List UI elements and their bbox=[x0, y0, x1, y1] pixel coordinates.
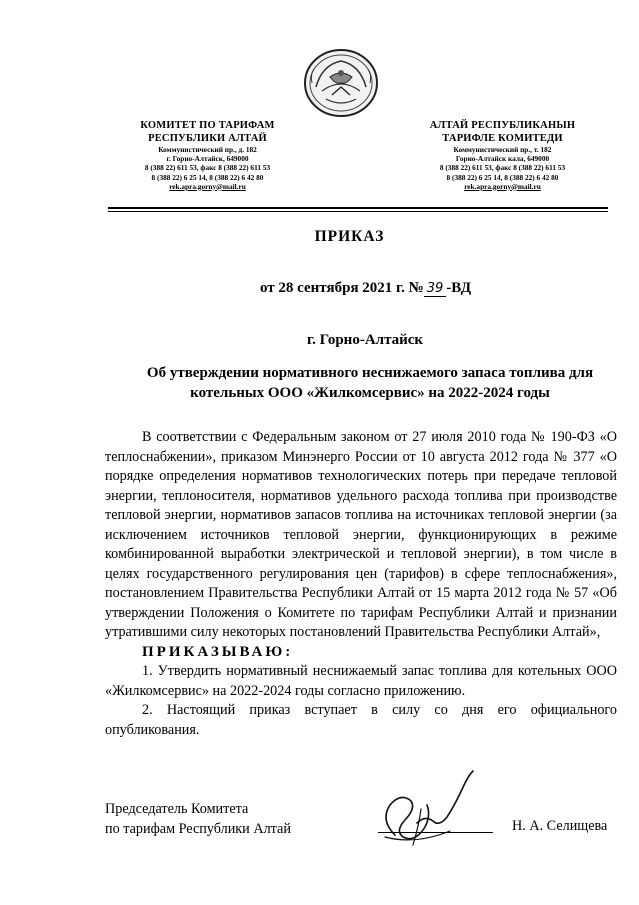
signatory-name: Н. А. Селищева bbox=[512, 818, 608, 834]
org-phone: 8 (388 22) 6 25 14, 8 (388 22) 6 42 80 bbox=[151, 172, 264, 182]
header-divider bbox=[108, 207, 608, 209]
org-address: Коммунистический пр., д. 182 bbox=[158, 145, 257, 155]
document-number-handwritten: 39 bbox=[424, 281, 447, 297]
order-item-1: 1. Утвердить нормативный неснижаемый запас топлива для котельных ООО «Жилкомсервис» на 2022-2024 годы согласно приложению. bbox=[105, 663, 617, 699]
document-body bbox=[105, 428, 617, 740]
document-date: от 28 сентября 2021 г. № bbox=[260, 280, 424, 296]
org-address: Коммунистический пр., т. 182 bbox=[453, 145, 552, 155]
subject-line: котельных ООО «Жилкомсервис» на 2022-2024 годы bbox=[190, 384, 550, 401]
org-name-line: АЛТАЙ РЕСПУБЛИКАНЫН bbox=[429, 120, 576, 131]
org-name-line: КОМИТЕТ ПО ТАРИФАМ bbox=[140, 120, 275, 131]
header-left-block bbox=[100, 120, 315, 191]
header-divider-thin bbox=[108, 211, 608, 212]
ordering-word: ПРИКАЗЫВАЮ: bbox=[142, 643, 294, 660]
org-name-line: ТАРИФЛЕ КОМИТЕДИ bbox=[442, 132, 563, 144]
org-city: Горно-Алтайск кала, 649000 bbox=[455, 154, 550, 164]
position-line: Председатель Комитета bbox=[105, 801, 249, 817]
order-item-2: 2. Настоящий приказ вступает в силу со дня его официального опубликования. bbox=[105, 702, 617, 738]
org-email-link[interactable]: rek.apra.gorny@mail.ru bbox=[169, 181, 246, 191]
document-title: ПРИКАЗ bbox=[314, 228, 385, 245]
document-subject bbox=[120, 364, 620, 403]
document-city: г. Горно-Алтайск bbox=[307, 332, 424, 348]
org-phone: 8 (388 22) 611 53, факс 8 (388 22) 611 53 bbox=[144, 163, 271, 173]
position-line: по тарифам Республики Алтай bbox=[105, 820, 291, 837]
org-email-link[interactable]: rek.apra.gorny@mail.ru bbox=[464, 181, 541, 191]
handwritten-signature-icon bbox=[355, 765, 485, 860]
document-date-number bbox=[260, 280, 471, 297]
org-phone: 8 (388 22) 6 25 14, 8 (388 22) 6 42 80 bbox=[446, 172, 559, 182]
subject-line: Об утверждении нормативного неснижаемого запаса топлива для bbox=[146, 365, 594, 381]
org-name-line: РЕСПУБЛИКИ АЛТАЙ bbox=[148, 132, 267, 144]
header-right-block bbox=[395, 120, 610, 191]
preamble-paragraph: В соответствии с Федеральным законом от 27 июля 2010 года № 190-ФЗ «О теплоснабжении», приказом Минэнерго России от 10 августа 2012 года № 377 «О порядке определения нормативов технологических потерь при передаче тепловой энергии, теплоносителя, нормативов удельного расхода топлива при производстве тепловой энергии, нормативов запасов топлива на источниках тепловой энергии (за исключением источников тепловой энергии, функционирующих в режиме комбинированной выработки электрической и тепловой энергии), в том числе в целях государственного регулирования цен (тарифов) в сфере теплоснабжения», постановлением Правительства Республики Алтай от 15 марта 2012 года № 57 «Об утверждении Положения о Комитете по тарифам Республики Алтай и признании утратившими силу некоторых постановлений Правительства Республики Алтай», bbox=[105, 429, 617, 640]
republic-emblem-icon bbox=[302, 47, 380, 119]
document-number-suffix: -ВД bbox=[446, 280, 472, 296]
org-city: г. Горно-Алтайск, 649000 bbox=[166, 154, 249, 164]
signatory-position bbox=[105, 800, 291, 839]
org-phone: 8 (388 22) 611 53, факс 8 (388 22) 611 53 bbox=[439, 163, 566, 173]
